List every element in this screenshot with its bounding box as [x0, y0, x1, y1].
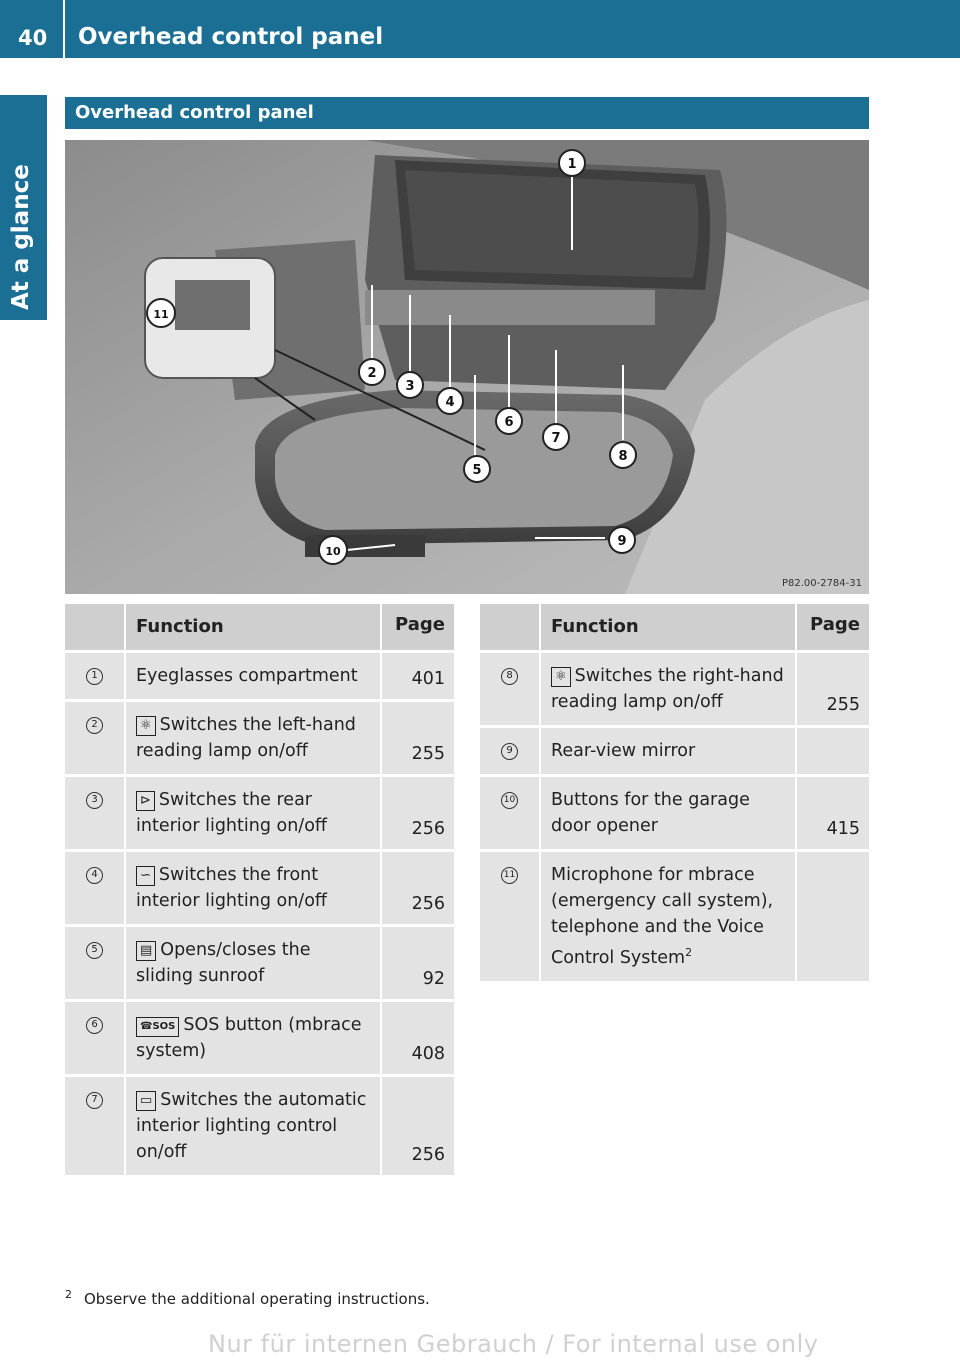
function-text: SOS button (mbrace system) [136, 1015, 362, 1061]
function-cell [540, 851, 796, 983]
page-reference: 256 [381, 1076, 454, 1177]
table-row [480, 851, 869, 983]
table-row [65, 926, 454, 1001]
callout-3-label: 3 [405, 379, 415, 394]
callout-4 [437, 388, 463, 414]
callout-number: 3 [86, 792, 103, 809]
function-text: Switches the front interior lighting on/off [136, 865, 327, 911]
page-reference [796, 727, 869, 776]
column-header-function: Function [540, 604, 796, 652]
column-header-page: Page [381, 604, 454, 652]
callout-number: 7 [86, 1092, 103, 1109]
callout-10-label: 10 [325, 545, 341, 558]
callout-number: 4 [86, 867, 103, 884]
rear-light-icon: ⊳ [136, 791, 155, 811]
callout-6 [496, 408, 522, 434]
row-number-cell [480, 851, 540, 983]
row-number-cell [65, 701, 125, 776]
function-text: Switches the rear interior lighting on/off [136, 790, 327, 836]
footnote-marker: 2 [65, 1288, 72, 1301]
page-reference: 255 [381, 701, 454, 776]
section-heading [65, 97, 869, 129]
function-cell [540, 776, 796, 851]
footnote [65, 1288, 430, 1308]
watermark: Nur für internen Gebrauch / For internal use only [208, 1330, 819, 1358]
page-reference: 401 [381, 652, 454, 701]
table-row [65, 1076, 454, 1177]
callout-number: 5 [86, 942, 103, 959]
callout-7-label: 7 [551, 431, 561, 446]
function-text: Switches the automatic interior lighting control on/off [136, 1090, 367, 1162]
function-cell [125, 776, 381, 851]
row-number-cell [480, 652, 540, 727]
table-row [65, 851, 454, 926]
callout-11 [147, 299, 175, 327]
footnote-text: Observe the additional operating instructions. [84, 1290, 430, 1308]
function-cell [125, 851, 381, 926]
function-text: Rear-view mirror [551, 741, 696, 761]
function-table-left [65, 604, 454, 1178]
sunroof-icon: ▤ [136, 941, 156, 961]
page-reference [796, 851, 869, 983]
table-row [65, 776, 454, 851]
function-text: Opens/closes the sliding sunroof [136, 940, 311, 986]
callout-number: 10 [501, 792, 518, 809]
function-cell [125, 926, 381, 1001]
table-header-row [480, 604, 869, 652]
callout-number: 6 [86, 1017, 103, 1034]
row-number-cell [65, 652, 125, 701]
callout-9 [609, 527, 635, 553]
callout-7 [543, 424, 569, 450]
callout-8-label: 8 [618, 449, 628, 464]
front-light-icon: ∽ [136, 866, 155, 886]
figure-code: P82.00-2784-31 [781, 578, 862, 589]
function-text: Buttons for the garage door opener [551, 790, 750, 836]
callout-2-label: 2 [367, 366, 377, 381]
overhead-panel-drawing [65, 140, 869, 594]
page-reference: 256 [381, 851, 454, 926]
page-reference: 255 [796, 652, 869, 727]
column-header-number [480, 604, 540, 652]
table-row [65, 652, 454, 701]
callout-5-label: 5 [472, 463, 482, 478]
sos-icon: ☎SOS [136, 1017, 179, 1037]
header-title: Overhead control panel [78, 24, 384, 50]
side-tab-label: At a glance [8, 164, 34, 310]
function-cell [540, 727, 796, 776]
footnote-reference: 2 [685, 946, 693, 959]
callout-11-label: 11 [153, 308, 169, 321]
reading-lamp-icon: ⚛ [551, 667, 571, 687]
header-divider [63, 0, 65, 58]
callout-number: 2 [86, 717, 103, 734]
page-header [0, 0, 960, 58]
callout-number: 1 [86, 668, 103, 685]
table-row [480, 652, 869, 727]
callout-1 [559, 150, 585, 176]
function-cell [540, 652, 796, 727]
row-number-cell [480, 727, 540, 776]
column-header-page: Page [796, 604, 869, 652]
callout-3 [397, 372, 423, 398]
callout-4-label: 4 [445, 395, 455, 410]
table-row [65, 701, 454, 776]
section-title: Overhead control panel [75, 102, 314, 123]
callout-number: 11 [501, 867, 518, 884]
callout-number: 9 [501, 743, 518, 760]
callout-2 [359, 359, 385, 385]
reading-lamp-icon: ⚛ [136, 716, 156, 736]
function-cell [125, 1076, 381, 1177]
function-text: Microphone for mbrace (emergency call system), telephone and the Voice Control System [551, 865, 774, 968]
callout-6-label: 6 [504, 415, 514, 430]
row-number-cell [65, 1001, 125, 1076]
table-row [480, 727, 869, 776]
page-reference: 92 [381, 926, 454, 1001]
column-header-function: Function [125, 604, 381, 652]
column-header-number [65, 604, 125, 652]
callout-number: 8 [501, 668, 518, 685]
page-reference: 256 [381, 776, 454, 851]
row-number-cell [65, 926, 125, 1001]
function-table-right [480, 604, 869, 984]
page-reference: 415 [796, 776, 869, 851]
row-number-cell [65, 1076, 125, 1177]
row-number-cell [480, 776, 540, 851]
auto-light-icon: ▭ [136, 1091, 156, 1111]
page-reference: 408 [381, 1001, 454, 1076]
callout-10 [319, 536, 347, 564]
row-number-cell [65, 776, 125, 851]
function-text: Switches the right-hand reading lamp on/off [551, 666, 784, 712]
function-cell [125, 1001, 381, 1076]
row-number-cell [65, 851, 125, 926]
function-text: Switches the left-hand reading lamp on/off [136, 715, 356, 761]
callout-5 [464, 456, 490, 482]
function-cell [125, 652, 381, 701]
function-text: Eyeglasses compartment [136, 666, 358, 686]
table-row [65, 1001, 454, 1076]
callout-9-label: 9 [617, 534, 627, 549]
callout-8 [610, 442, 636, 468]
callout-1-label: 1 [567, 157, 577, 172]
function-cell [125, 701, 381, 776]
table-row [480, 776, 869, 851]
page-number: 40 [18, 26, 48, 50]
table-header-row [65, 604, 454, 652]
side-tab [0, 95, 47, 320]
overhead-panel-illustration [65, 140, 869, 594]
